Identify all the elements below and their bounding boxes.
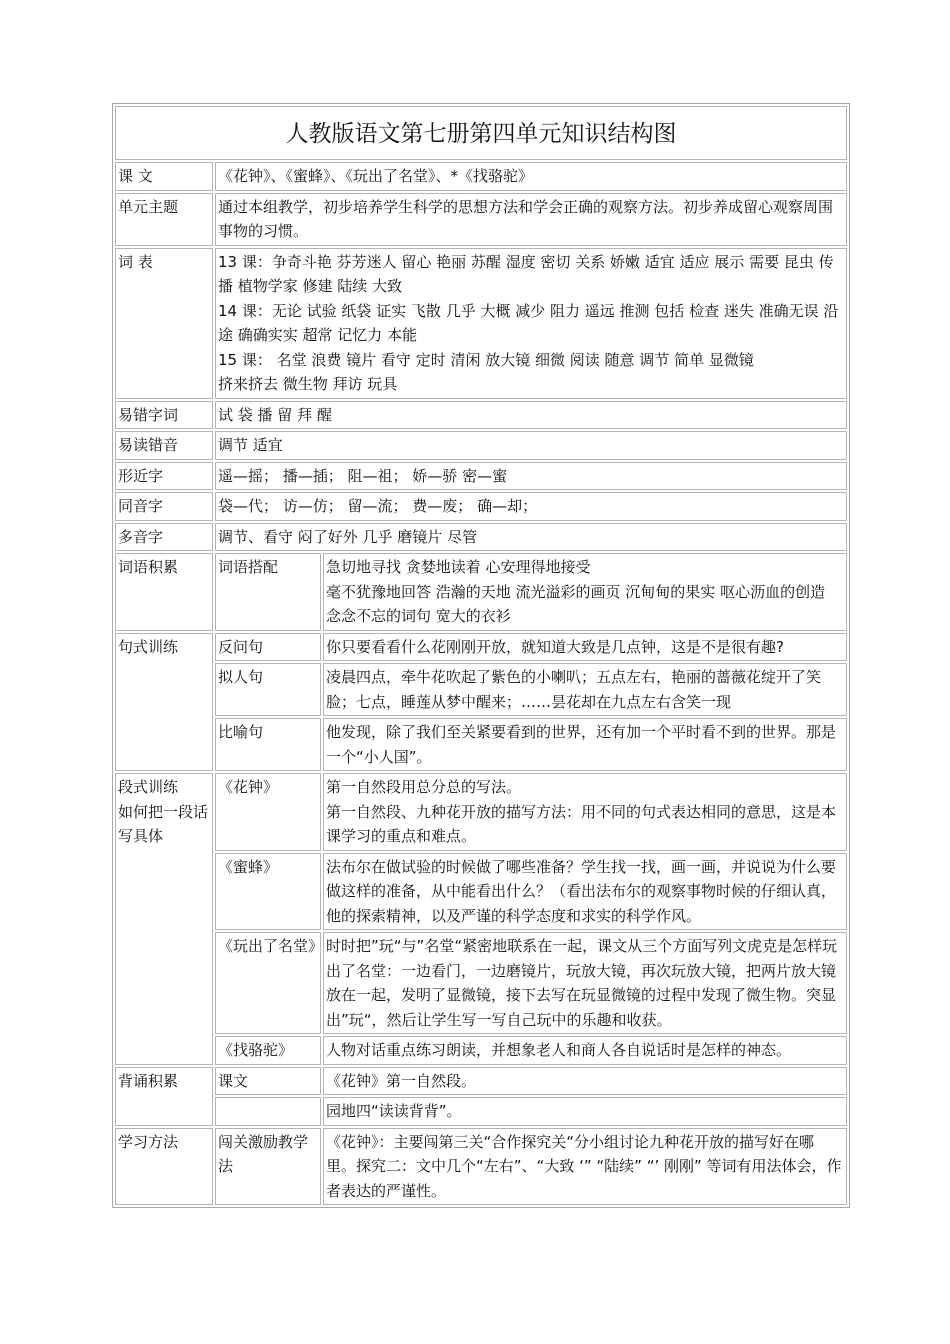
vocabulary-line: 13 课：争奇斗艳 芬芳迷人 留心 艳丽 苏醒 湿度 密切 关系 娇嫩 适宜 适应 展示 需要 昆虫 传播 植物学家 修建 陆续 大致 bbox=[218, 252, 834, 295]
table-row bbox=[115, 248, 847, 399]
row-label: 词语积累 bbox=[115, 553, 213, 631]
row-sublabel: 反问句 bbox=[215, 633, 321, 662]
table-row bbox=[115, 853, 847, 931]
row-value: 调节、看守 闷了好外 几乎 磨镜片 尽管 bbox=[215, 523, 847, 552]
row-value: 他发现，除了我们至关紧要看到的世界，还有加一个平时看不到的世界。那是一个“小人国”。 bbox=[323, 718, 847, 771]
row-value: 遥—摇； 播—插； 阻—祖； 娇—骄 密—蜜 bbox=[215, 462, 847, 491]
row-value: 园地四“读读背背”。 bbox=[323, 1097, 847, 1126]
row-label: 多音字 bbox=[115, 523, 213, 552]
table-row bbox=[115, 193, 847, 246]
phrase-line: 毫不犹豫地回答 浩瀚的天地 流光溢彩的画页 沉甸甸的果实 呕心沥血的创造 念念不忘的词句 宽大的衣衫 bbox=[326, 582, 826, 625]
table-row bbox=[115, 431, 847, 460]
row-sublabel: 《找骆驼》 bbox=[215, 1036, 321, 1065]
table-row bbox=[115, 462, 847, 491]
label-line: 写具体 bbox=[118, 827, 164, 845]
page-title: 人教版语文第七册第四单元知识结构图 bbox=[115, 106, 847, 160]
table-row bbox=[115, 1067, 847, 1096]
title-row bbox=[115, 106, 847, 160]
vocabulary-line: 15 课： 名堂 浪费 镜片 看守 定时 清闲 放大镜 细微 阅读 随意 调节 简单 显微镜 bbox=[218, 350, 754, 369]
row-sublabel: 《蜜蜂》 bbox=[215, 853, 321, 931]
table-row bbox=[115, 1128, 847, 1206]
row-label: 形近字 bbox=[115, 462, 213, 491]
label-line: 段式训练 bbox=[118, 778, 179, 796]
row-label: 同音字 bbox=[115, 492, 213, 521]
empty-cell bbox=[215, 1097, 321, 1126]
row-label: 单元主题 bbox=[115, 193, 213, 246]
table-row bbox=[115, 492, 847, 521]
table-row bbox=[115, 932, 847, 1034]
vocabulary-line: 挤来挤去 微生物 拜访 玩具 bbox=[218, 375, 398, 393]
table-row bbox=[115, 523, 847, 552]
row-value: 调节 适宜 bbox=[215, 431, 847, 460]
row-label: 课 文 bbox=[115, 162, 213, 191]
vocabulary-cell bbox=[215, 248, 847, 399]
knowledge-table bbox=[112, 103, 850, 1208]
row-value: 《花钟》、《蜜蜂》、《玩出了名堂》、*《找骆驼》 bbox=[215, 162, 847, 191]
table-row bbox=[115, 401, 847, 430]
table-row bbox=[115, 1036, 847, 1065]
row-label: 易错字词 bbox=[115, 401, 213, 430]
table-row bbox=[115, 718, 847, 771]
table-row bbox=[115, 663, 847, 716]
row-sublabel: 《玩出了名堂》 bbox=[215, 932, 321, 1034]
row-value: 时时把”玩“与”名堂“紧密地联系在一起，课文从三个方面写列文虎克是怎样玩出了名堂：一边看门，一边磨镜片，玩放大镜，再次玩放大镜，把两片放大镜放在一起，发明了显微镜，接下去写在玩显微镜的过程中发现了微生物。突显出”玩“，然后让学生写一写自己玩中的乐趣和收获。 bbox=[323, 932, 847, 1034]
value-line: 第一自然段、九种花开放的描写方法：用不同的句式表达相同的意思，这是本课学习的重点和难点。 bbox=[326, 802, 837, 845]
row-value: 人物对话重点练习朗读，并想象老人和商人各自说话时是怎样的神态。 bbox=[323, 1036, 847, 1065]
row-value: 你只要看看什么花刚刚开放，就知道大致是几点钟，这是不是很有趣? bbox=[323, 633, 847, 662]
row-value: 试 袋 播 留 拜 醒 bbox=[215, 401, 847, 430]
row-label: 学习方法 bbox=[115, 1128, 213, 1206]
row-value: 通过本组教学，初步培养学生科学的思想方法和学会正确的观察方法。初步养成留心观察周围事物的习惯。 bbox=[215, 193, 847, 246]
row-sublabel: 词语搭配 bbox=[215, 553, 321, 631]
vocabulary-line: 14 课：无论 试验 纸袋 证实 飞散 几乎 大概 减少 阻力 遥远 推测 包括 检查 迷失 准确无误 沿途 确确实实 超常 记忆力 本能 bbox=[218, 301, 839, 344]
row-label: 词 表 bbox=[115, 248, 213, 399]
row-label bbox=[115, 773, 213, 1065]
table-row bbox=[115, 553, 847, 631]
row-label: 易读错音 bbox=[115, 431, 213, 460]
row-sublabel: 拟人句 bbox=[215, 663, 321, 716]
row-sublabel: 闯关激励教学法 bbox=[215, 1128, 321, 1206]
phrase-line: 急切地寻找 贪婪地读着 心安理得地接受 bbox=[326, 558, 591, 576]
label-line: 如何把一段话 bbox=[118, 802, 209, 821]
row-value: 袋—代； 访—仿； 留—流； 费—废； 确—却； bbox=[215, 492, 847, 521]
row-sublabel: 《花钟》 bbox=[215, 773, 321, 851]
row-label: 句式训练 bbox=[115, 633, 213, 772]
row-value bbox=[323, 773, 847, 851]
row-value bbox=[323, 553, 847, 631]
table-row bbox=[115, 1097, 847, 1126]
row-sublabel: 比喻句 bbox=[215, 718, 321, 771]
row-label: 背诵积累 bbox=[115, 1067, 213, 1126]
row-value: 法布尔在做试验的时候做了哪些准备？学生找一找，画一画，并说说为什么要做这样的准备，从中能看出什么？（看出法布尔的观察事物时候的仔细认真，他的探索精神，以及严谨的科学态度和求实的科学作风。 bbox=[323, 853, 847, 931]
value-line: 第一自然段用总分总的写法。 bbox=[326, 778, 522, 796]
table-row bbox=[115, 633, 847, 662]
document bbox=[112, 103, 850, 1208]
table-row bbox=[115, 773, 847, 851]
row-value: 《花钟》第一自然段。 bbox=[323, 1067, 847, 1096]
row-value: 《花钟》：主要闯第三关“合作探究关“分小组讨论九种花开放的描写好在哪里。探究二：文中几个“左右”、“大致 ‘” “陆续” “’ 刚刚” 等词有用法体会，作者表达的严谨性。 bbox=[323, 1128, 847, 1206]
row-sublabel: 课文 bbox=[215, 1067, 321, 1096]
table-row bbox=[115, 162, 847, 191]
row-value: 凌晨四点，牵牛花吹起了紫色的小喇叭；五点左右，艳丽的蔷薇花绽开了笑脸；七点，睡莲从梦中醒来；……昙花却在九点左右含笑一现 bbox=[323, 663, 847, 716]
